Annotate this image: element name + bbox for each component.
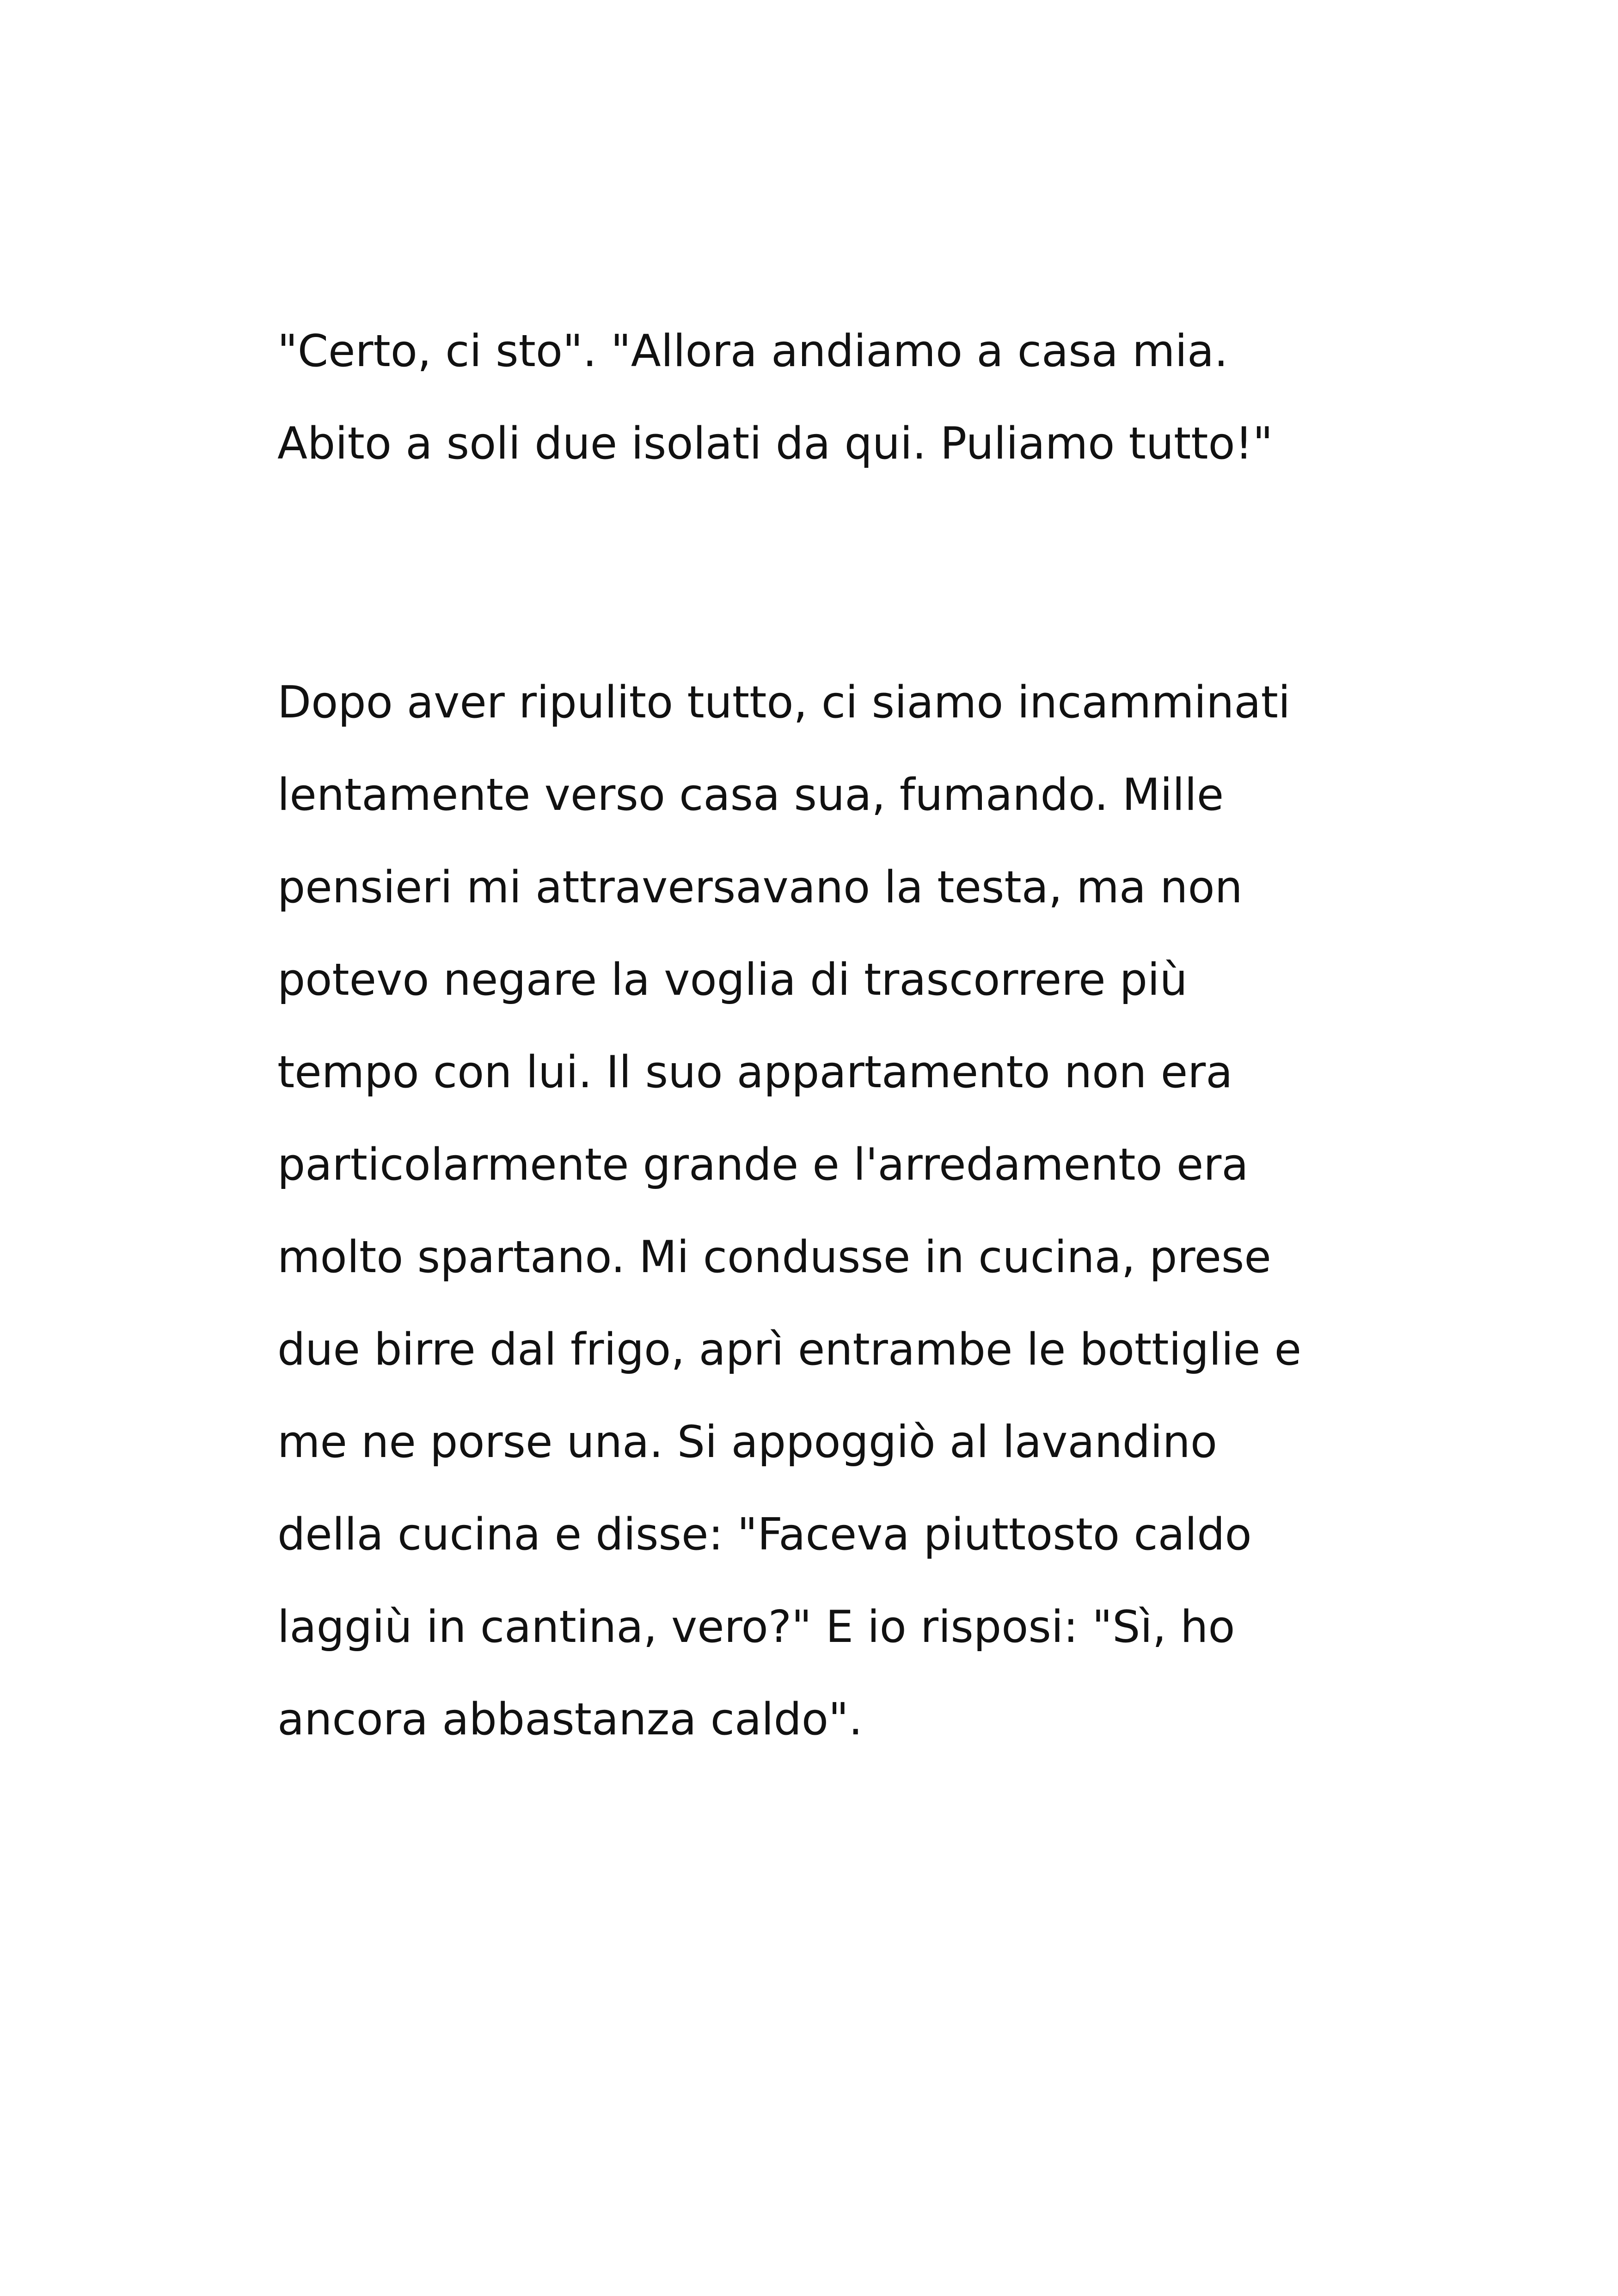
text-line: tempo con lui. Il suo appartamento non era xyxy=(277,1047,1233,1098)
text-line: due birre dal frigo, aprì entrambe le bottiglie e xyxy=(277,1324,1302,1375)
text-line: potevo negare la voglia di trascorrere più xyxy=(277,955,1188,1005)
text-line: me ne porse una. Si appoggiò al lavandino xyxy=(277,1417,1217,1468)
paragraph-2 xyxy=(277,656,1387,1766)
text-line: ancora abbastanza caldo". xyxy=(277,1694,863,1745)
text-line: "Certo, ci sto". "Allora andiamo a casa mia. xyxy=(277,326,1228,377)
text-line: della cucina e disse: "Faceva piuttosto caldo xyxy=(277,1509,1252,1560)
text-line: Abito a soli due isolati da qui. Puliamo tutto!" xyxy=(277,418,1273,469)
text-line: pensieri mi attraversavano la testa, ma non xyxy=(277,862,1243,913)
text-line: lentamente verso casa sua, fumando. Mille xyxy=(277,770,1224,820)
text-line: Dopo aver ripulito tutto, ci siamo incamminati xyxy=(277,677,1291,728)
text-line: particolarmente grande e l'arredamento era xyxy=(277,1139,1249,1190)
text-line: molto spartano. Mi condusse in cucina, prese xyxy=(277,1232,1271,1283)
text-line: laggiù in cantina, vero?" E io risposi: "Sì, ho xyxy=(277,1602,1235,1653)
paragraph-1 xyxy=(277,305,1387,490)
